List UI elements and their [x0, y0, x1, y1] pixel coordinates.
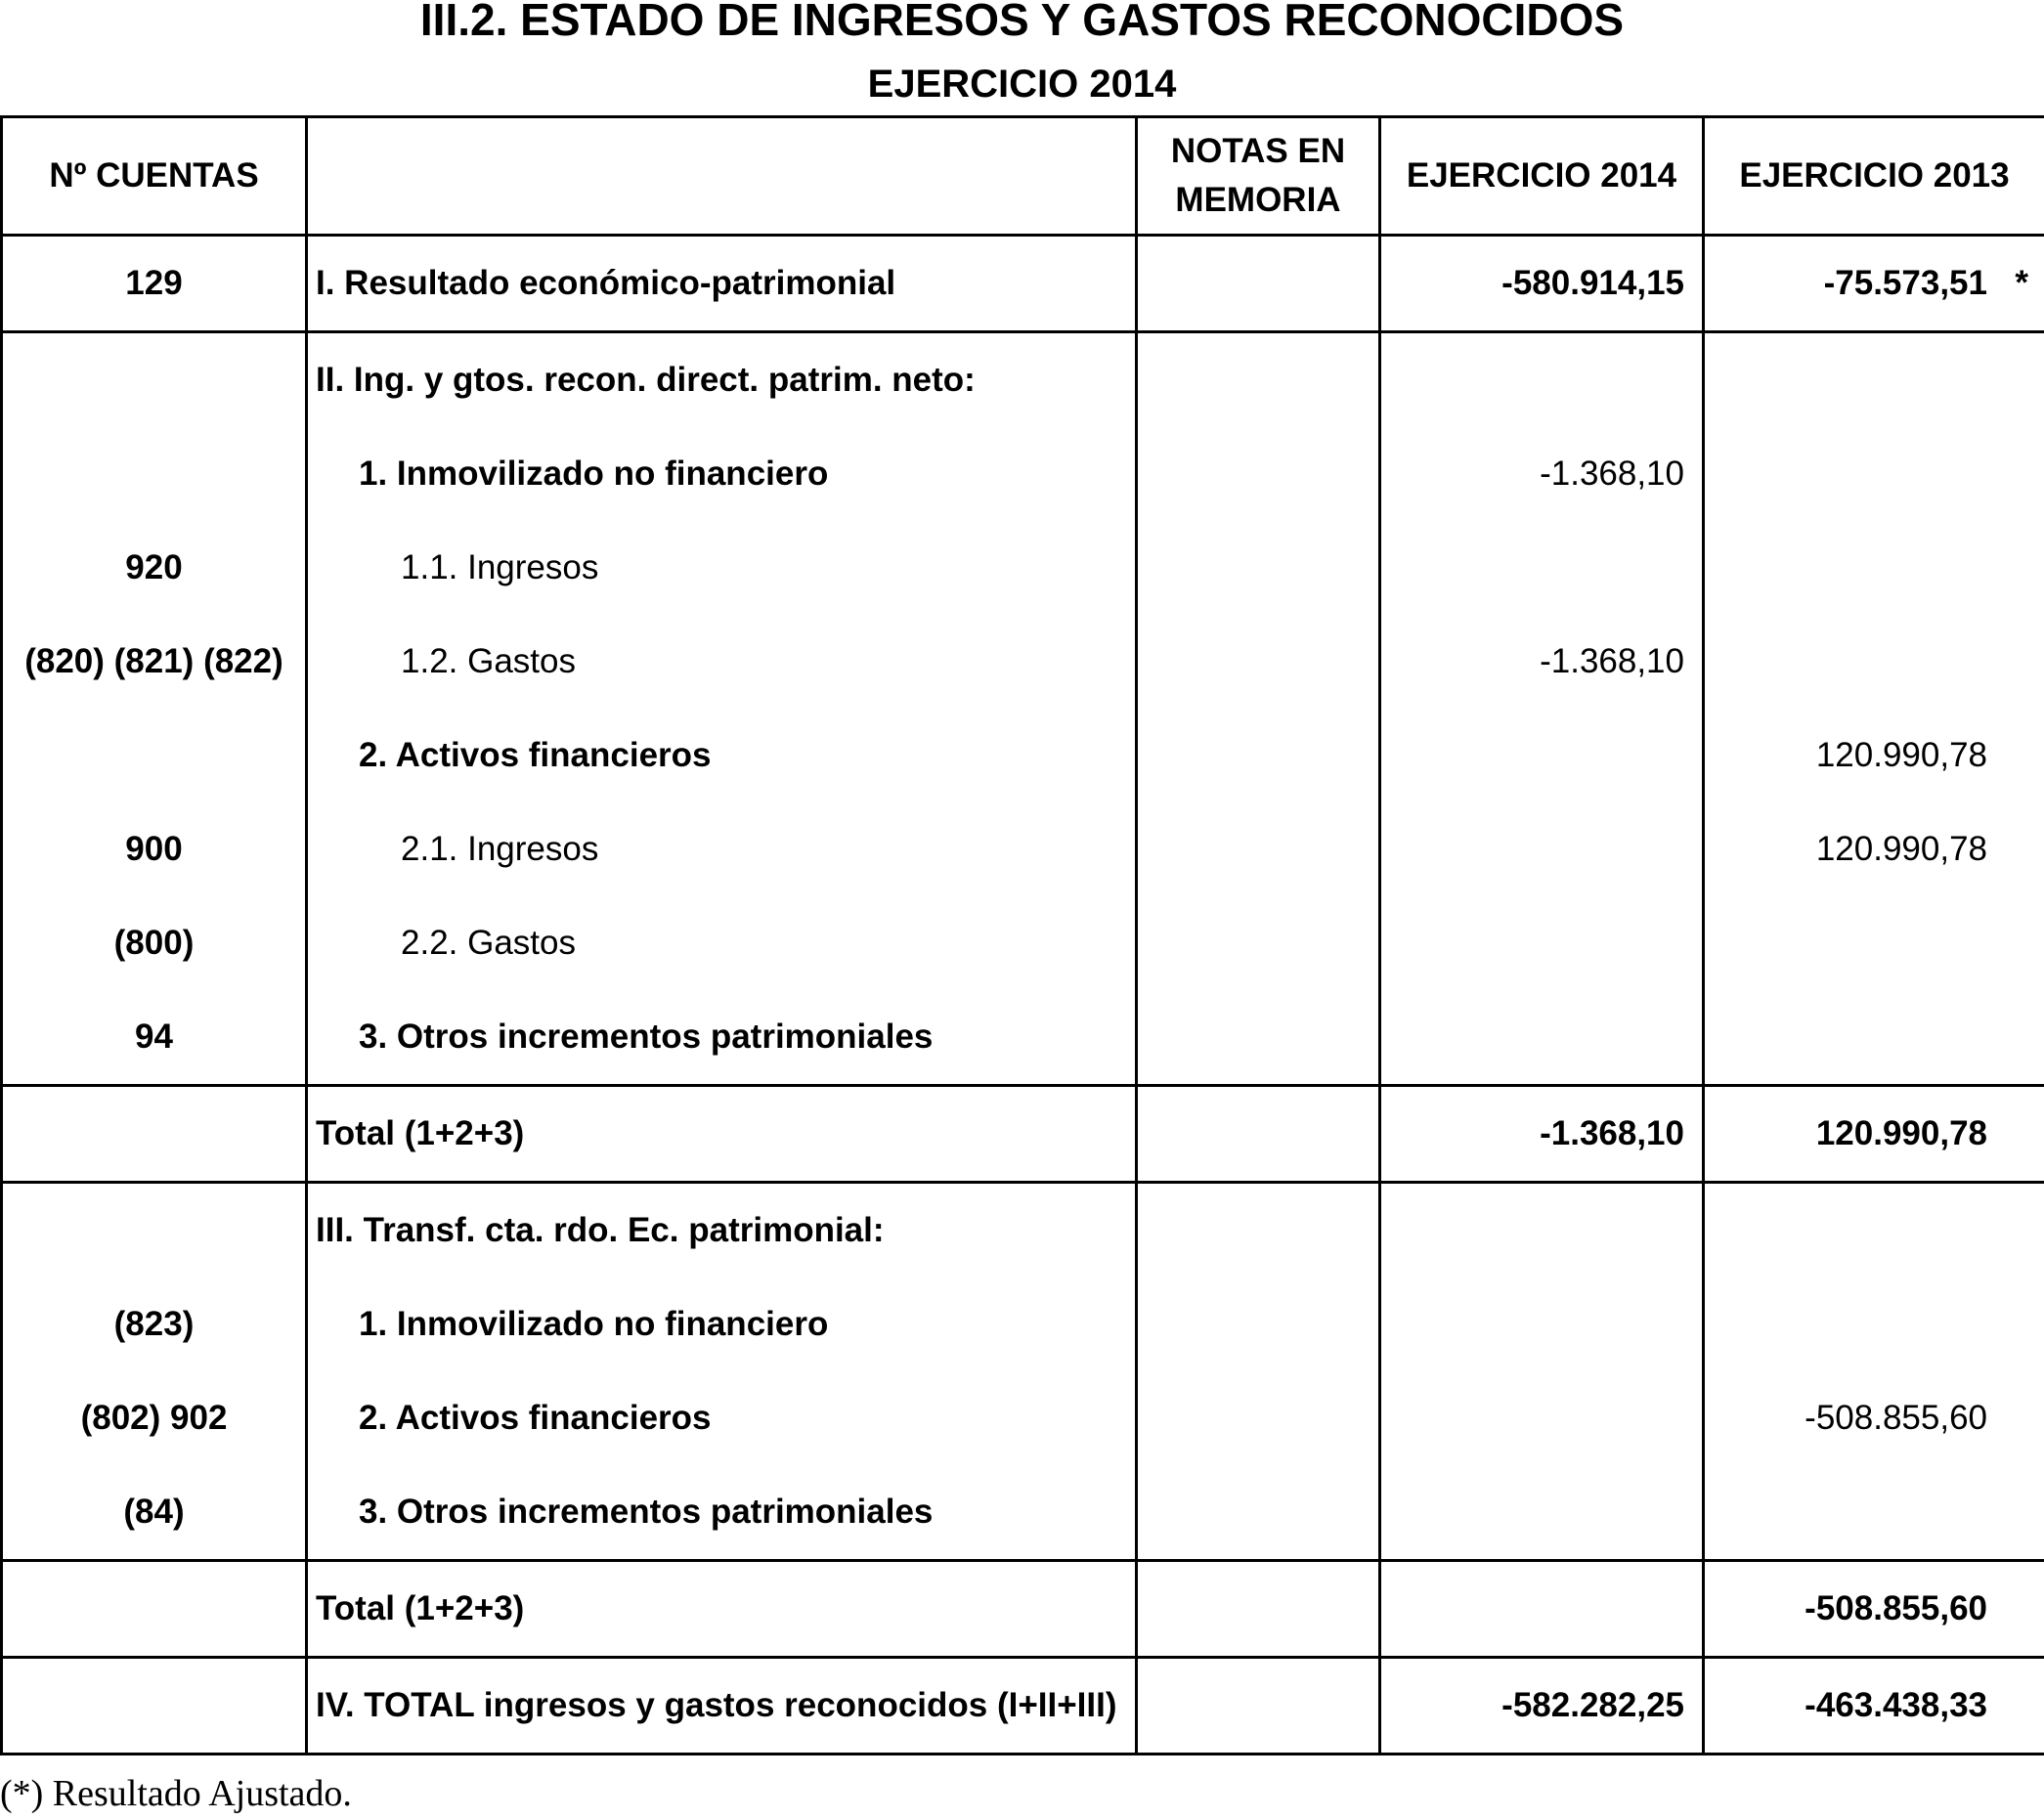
concepto-cell: I. Resultado económico-patrimonial	[316, 264, 896, 302]
value-2013-cell	[1705, 521, 2044, 615]
concepto-cell: 3. Otros incrementos patrimoniales	[359, 1018, 934, 1056]
concepto-cell: 2.1. Ingresos	[401, 830, 599, 868]
cuenta-cell: (820) (821) (822)	[24, 642, 283, 680]
page-title: III.2. ESTADO DE INGRESOS Y GASTOS RECONOCIDOS	[419, 0, 1625, 45]
total-2013-cell: 120.990,78	[1815, 1114, 1987, 1152]
section-ii-2014-column	[1380, 332, 1704, 1086]
value-2013-cell	[1705, 896, 2044, 990]
value-2014-cell: -1.368,10	[1540, 642, 1684, 680]
notas-cell	[1138, 1087, 1378, 1181]
header-concepto-label	[308, 118, 1135, 234]
concepto-cell: 1.1. Ingresos	[401, 548, 599, 586]
concepto-cell: 2. Activos financieros	[359, 1399, 712, 1437]
page-subtitle: EJERCICIO 2014	[867, 63, 1177, 106]
value-2014-cell: -580.914,15	[1501, 264, 1684, 302]
value-2014-cell	[1381, 333, 1702, 427]
cuenta-cell: (84)	[123, 1493, 185, 1531]
table-header-row	[2, 117, 2044, 236]
concepto-cell: 1. Inmovilizado no financiero	[359, 455, 829, 493]
section-ii-2013-column	[1704, 332, 2044, 1086]
cuenta-cell	[3, 427, 305, 521]
footnote: (*) Resultado Ajustado.	[0, 1773, 352, 1814]
cuenta-cell: (823)	[113, 1305, 195, 1343]
value-2014-cell	[1381, 990, 1702, 1084]
header-notas	[1137, 117, 1380, 236]
table-group-section-ii	[2, 332, 2044, 1086]
value-2013-cell	[1705, 1184, 2044, 1278]
section-ii-notas-column	[1137, 332, 1380, 1086]
value-2013-cell	[1705, 427, 2044, 521]
total-2013-cell: -508.855,60	[1805, 1589, 1987, 1627]
value-2013-cell	[1705, 1465, 2044, 1559]
cuenta-cell: 129	[125, 264, 183, 302]
cuenta-cell	[3, 333, 305, 427]
value-2013-cell: -508.855,60	[1805, 1399, 1987, 1437]
cuenta-cell: (802) 902	[80, 1399, 228, 1437]
notas-cell	[1138, 237, 1378, 330]
cuenta-cell	[3, 1562, 305, 1656]
value-2013-text: -75.573,51	[1823, 264, 1987, 302]
value-2014-cell	[1381, 521, 1702, 615]
concepto-cell: 2. Activos financieros	[359, 736, 712, 774]
value-2014-cell: -1.368,10	[1540, 455, 1684, 493]
total-label: Total (1+2+3)	[316, 1114, 525, 1152]
table-row-section-ii-total	[2, 1086, 2044, 1183]
table-row-section-iii-total	[2, 1561, 2044, 1658]
section-iii-cuentas-column	[2, 1183, 307, 1561]
value-2014-cell	[1381, 1278, 1702, 1371]
section-iii-2014-column	[1380, 1183, 1704, 1561]
value-2014-cell	[1381, 896, 1702, 990]
header-concepto	[307, 117, 1137, 236]
notas-cell	[1138, 1562, 1378, 1656]
cuenta-cell	[3, 709, 305, 802]
value-2014-cell	[1381, 1371, 1702, 1465]
section-ii-concepto-column	[307, 332, 1137, 1086]
grand-total-2013-cell: -463.438,33	[1805, 1686, 1987, 1724]
concepto-cell: 1. Inmovilizado no financiero	[359, 1305, 829, 1343]
header-cuentas	[2, 117, 307, 236]
value-2013-cell	[1705, 237, 2044, 330]
header-ejercicio-2014	[1380, 117, 1704, 236]
section-heading: II. Ing. y gtos. recon. direct. patrim. neto:	[316, 361, 976, 399]
cuenta-cell: 94	[135, 1018, 173, 1056]
value-2013-cell: 120.990,78	[1815, 830, 1987, 868]
grand-total-2014-cell: -582.282,25	[1501, 1686, 1684, 1724]
value-2013-cell	[1705, 1278, 2044, 1371]
header-cuentas-label: Nº CUENTAS	[49, 156, 259, 195]
header-notas-line2: MEMORIA	[1175, 181, 1341, 219]
cuenta-cell: 920	[125, 548, 183, 586]
value-2013-cell	[1705, 990, 2044, 1084]
concepto-cell: 1.2. Gastos	[401, 642, 576, 680]
cuenta-cell: (800)	[113, 924, 195, 962]
section-heading: III. Transf. cta. rdo. Ec. patrimonial:	[316, 1211, 885, 1249]
concepto-cell: 2.2. Gastos	[401, 924, 576, 962]
table-row-section-iv-grand-total	[2, 1658, 2044, 1755]
section-iii-concepto-column	[307, 1183, 1137, 1561]
notas-cell	[1138, 1659, 1378, 1753]
income-expense-statement-table	[0, 115, 2044, 1755]
section-ii-cuentas-column	[2, 332, 307, 1086]
concepto-cell: 3. Otros incrementos patrimoniales	[359, 1493, 934, 1531]
header-notas-label	[1138, 118, 1378, 234]
cuenta-cell: 900	[125, 830, 183, 868]
cuenta-cell	[3, 1087, 305, 1181]
header-ejercicio-2014-label: EJERCICIO 2014	[1406, 156, 1677, 195]
value-2013-cell	[1705, 615, 2044, 709]
total-label: Total (1+2+3)	[316, 1589, 525, 1627]
section-iii-notas-column	[1137, 1183, 1380, 1561]
value-2014-cell	[1381, 1184, 1702, 1278]
cuenta-cell	[3, 1659, 305, 1753]
adjusted-result-mark: *	[2015, 264, 2028, 302]
table-row-section-i	[2, 236, 2044, 332]
value-2013-cell	[1705, 333, 2044, 427]
value-2014-cell	[1381, 802, 1702, 896]
value-2014-cell	[1381, 1465, 1702, 1559]
cuenta-cell	[3, 1184, 305, 1278]
grand-total-label: IV. TOTAL ingresos y gastos reconocidos (I+II+III)	[316, 1686, 1117, 1724]
section-iii-2013-column	[1704, 1183, 2044, 1561]
total-2014-cell: -1.368,10	[1540, 1114, 1684, 1152]
total-2014-cell	[1381, 1562, 1702, 1656]
header-ejercicio-2013	[1704, 117, 2044, 236]
header-ejercicio-2013-label: EJERCICIO 2013	[1739, 156, 2010, 195]
value-2013-cell: 120.990,78	[1815, 736, 1987, 774]
table-group-section-iii	[2, 1183, 2044, 1561]
header-notas-line1: NOTAS EN	[1170, 132, 1346, 170]
value-2014-cell	[1381, 709, 1702, 802]
